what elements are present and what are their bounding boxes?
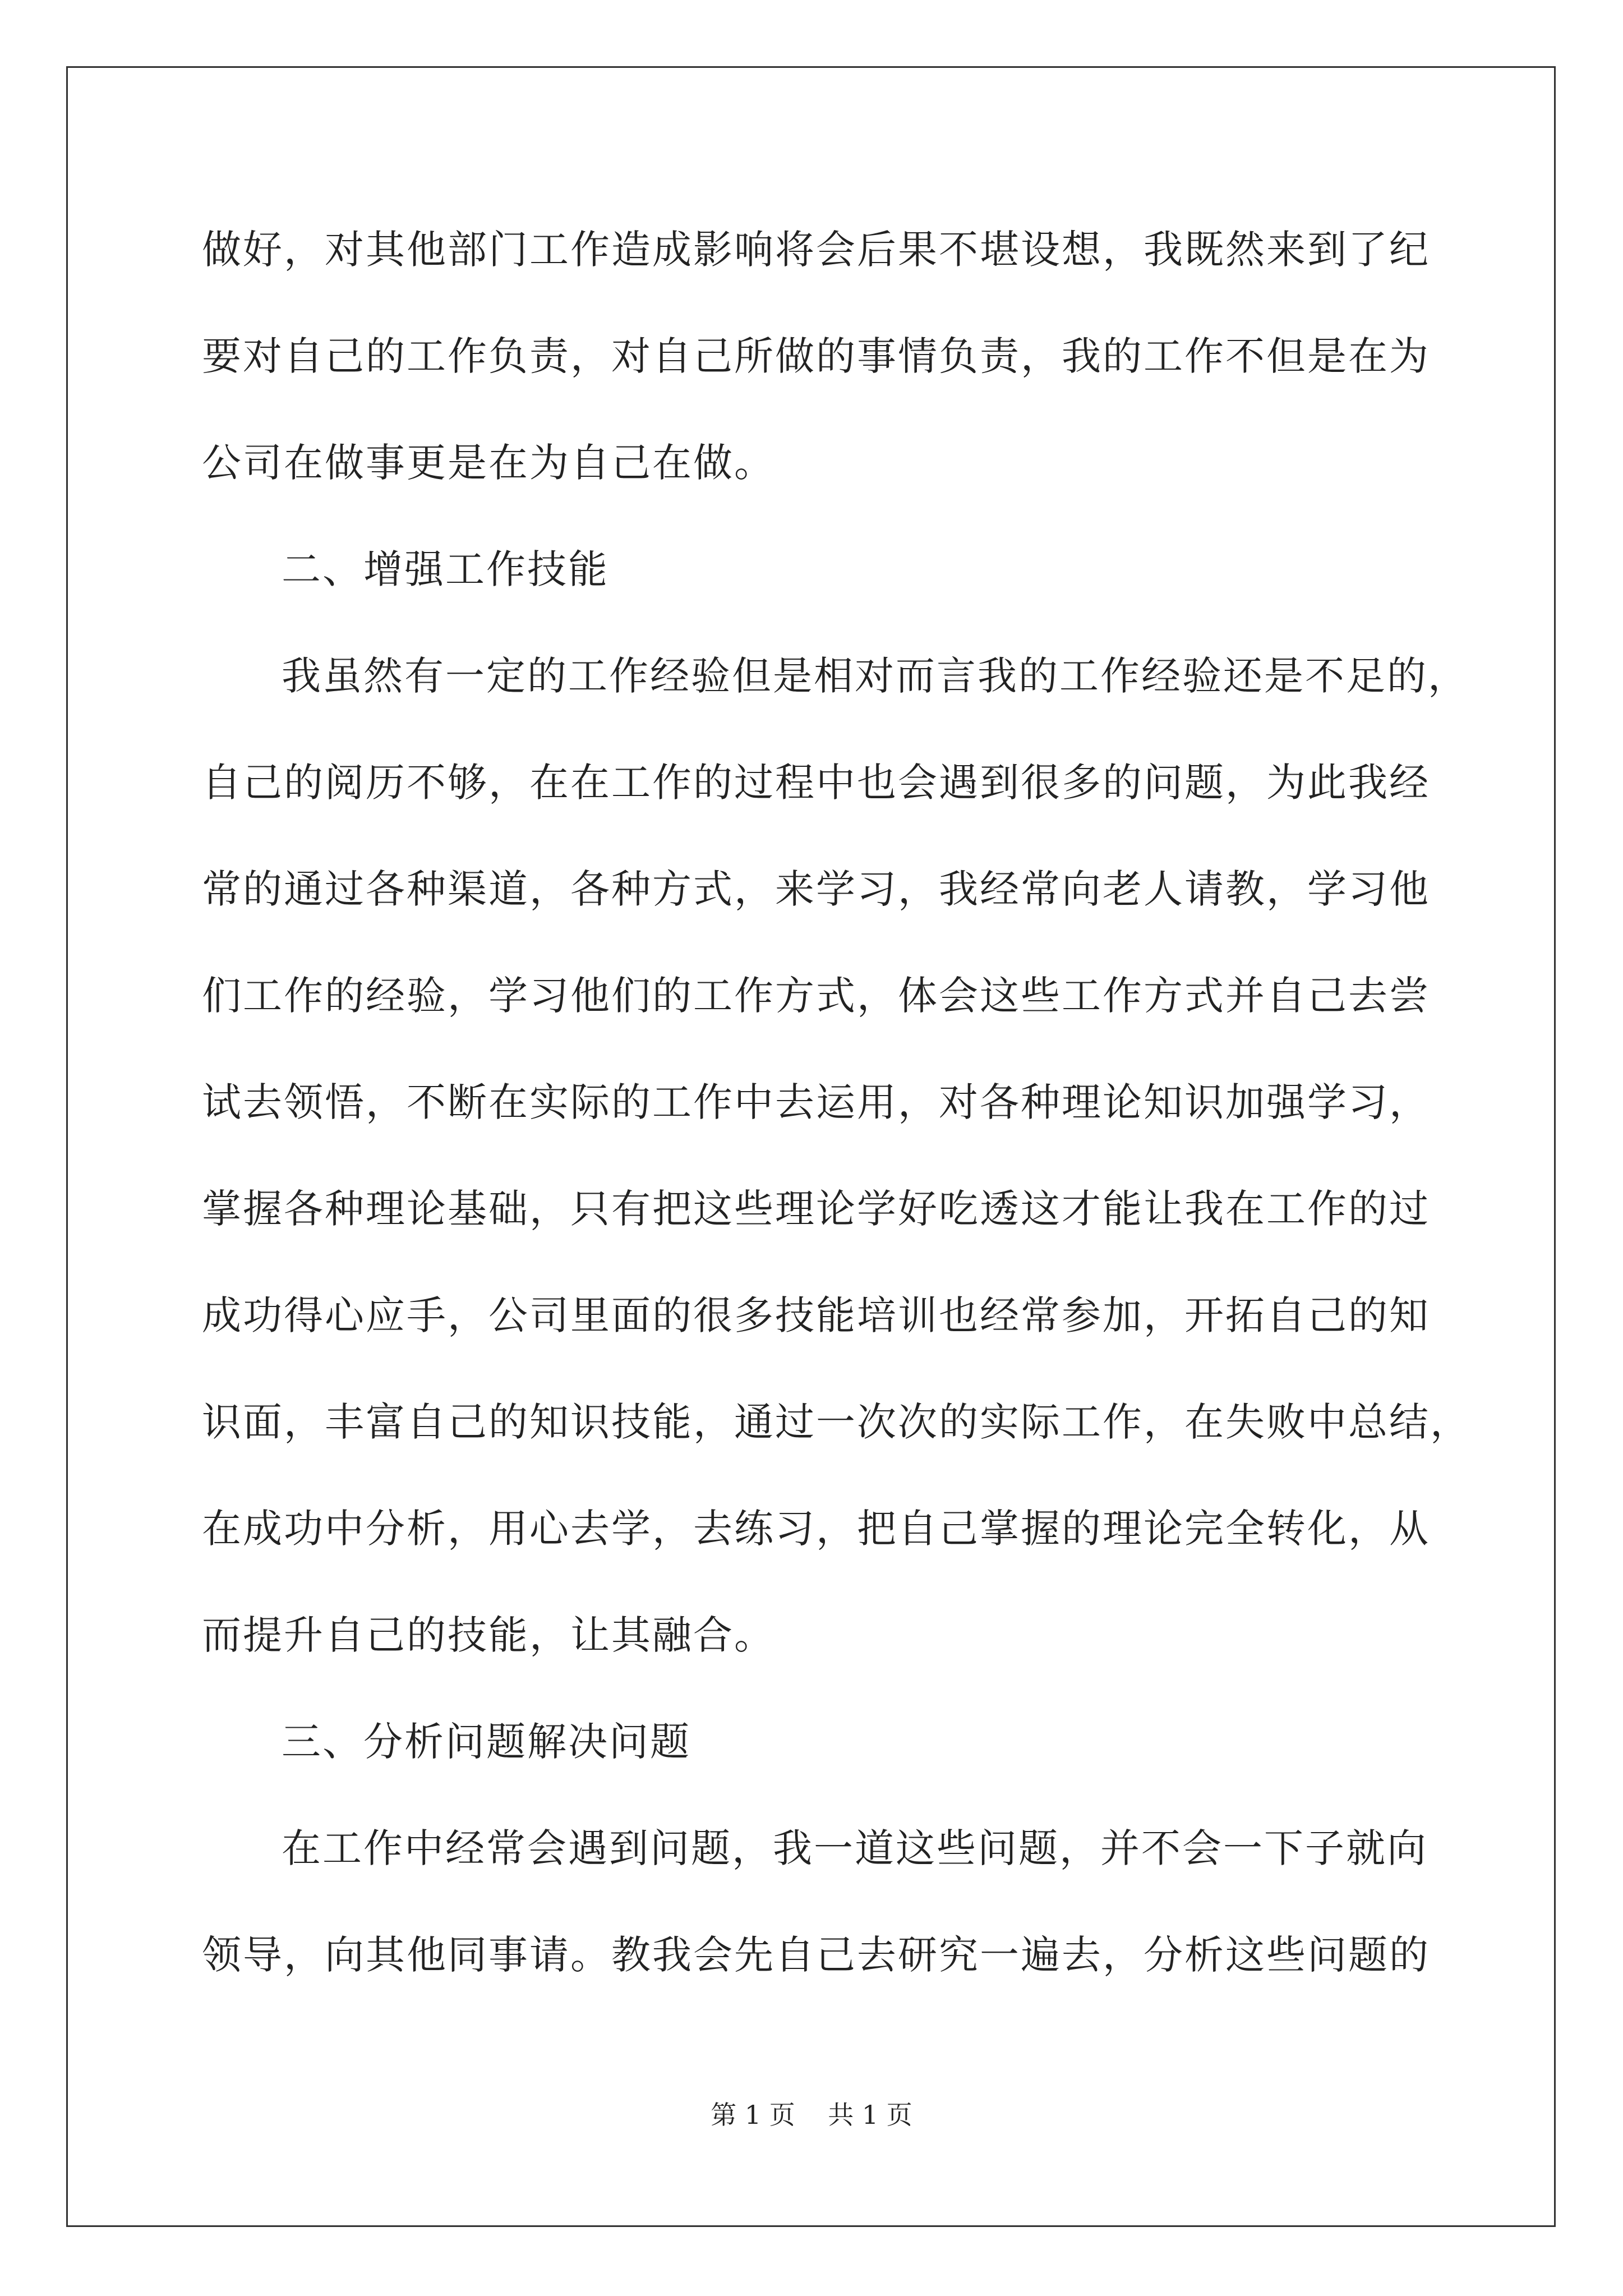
text-line: 做好，对其他部门工作造成影响将会后果不堪设想，我既然来到了纪 [202, 227, 1430, 273]
text-line: 掌握各种理论基础，只有把这些理论学好吃透这才能让我在工作的过 [202, 1186, 1430, 1232]
text-line: 成功得心应手，公司里面的很多技能培训也经常参加，开拓自己的知 [202, 1292, 1430, 1338]
page-number-footer: 第 1 页 共 1 页 [711, 2100, 912, 2130]
text-line: 公司在做事更是在为自己在做。 [202, 440, 775, 486]
section-heading: 三、分析问题解决问题 [282, 1719, 691, 1765]
text-line: 要对自己的工作负责，对自己所做的事情负责，我的工作不但是在为 [202, 333, 1430, 379]
page-border [66, 66, 1556, 2227]
text-line: 在成功中分析，用心去学，去练习，把自己掌握的理论完全转化，从 [202, 1506, 1430, 1552]
text-line: 而提升自己的技能，让其融合。 [202, 1612, 775, 1658]
text-line: 在工作中经常会遇到问题，我一道这些问题，并不会一下子就向 [282, 1825, 1428, 1871]
text-line: 自己的阅历不够，在在工作的过程中也会遇到很多的问题，为此我经 [202, 760, 1430, 806]
section-heading: 二、增强工作技能 [282, 546, 609, 592]
text-line: 常的通过各种渠道，各种方式，来学习，我经常向老人请教，学习他 [202, 866, 1430, 912]
text-line: 我虽然有一定的工作经验但是相对而言我的工作经验还是不足的， [282, 653, 1469, 699]
text-line: 识面，丰富自己的知识技能，通过一次次的实际工作，在失败中总结， [202, 1399, 1471, 1445]
text-line: 试去领悟，不断在实际的工作中去运用，对各种理论知识加强学习， [202, 1079, 1430, 1125]
text-line: 领导，向其他同事请。教我会先自己去研究一遍去，分析这些问题的 [202, 1932, 1430, 1978]
text-line: 们工作的经验，学习他们的工作方式，体会这些工作方式并自己去尝 [202, 973, 1430, 1019]
